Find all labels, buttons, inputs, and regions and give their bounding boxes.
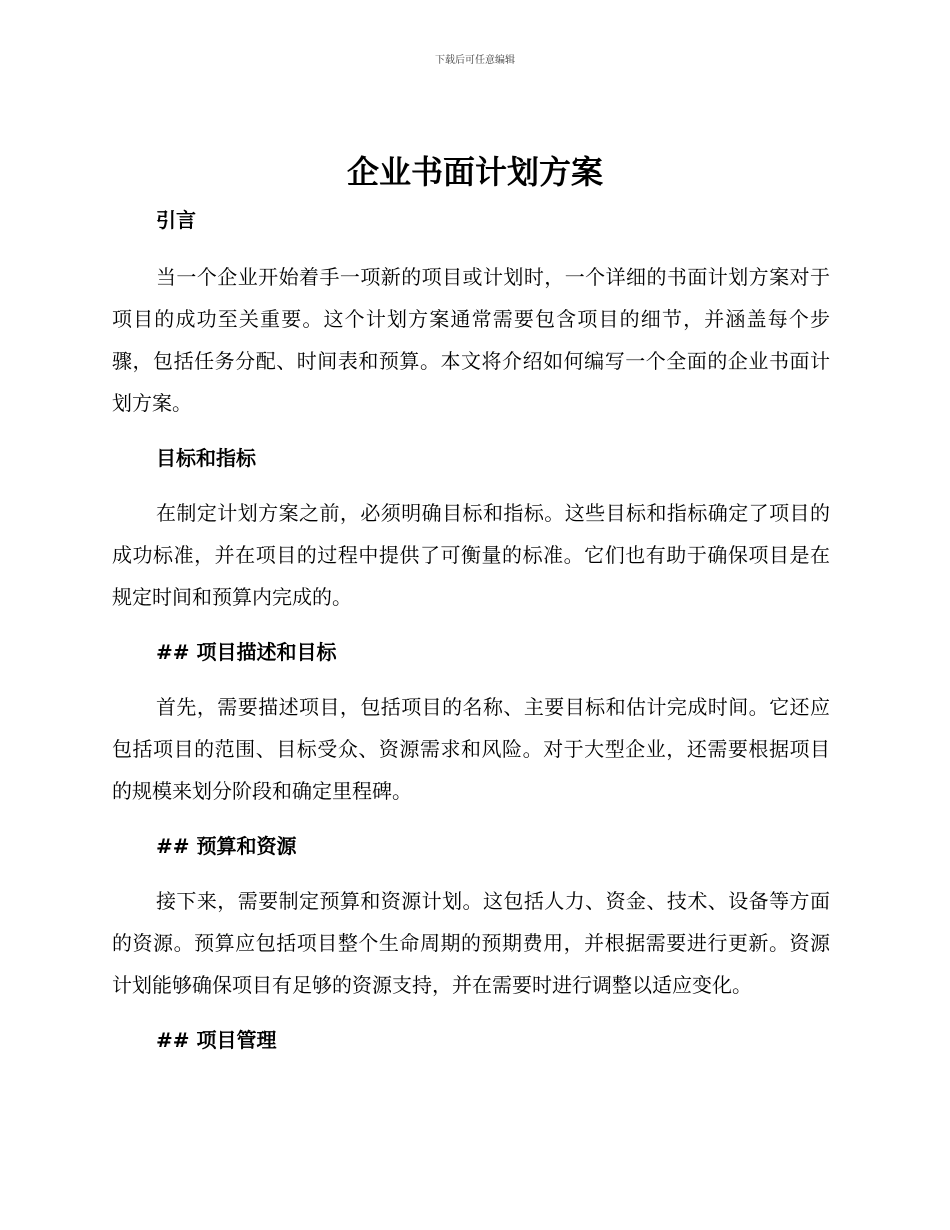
header-note: 下载后可任意编辑 — [435, 55, 515, 66]
document-body — [112, 200, 830, 1060]
section-heading-intro: 引言 — [156, 208, 196, 232]
paragraph-goals: 在制定计划方案之前，必须明确目标和指标。这些目标和指标确定了项目的成功标准，并在项目的过程中提供了可衡量的标准。它们也有助于确保项目是在规定时间和预算内完成的。 — [112, 501, 830, 609]
paragraph-budget: 接下来，需要制定预算和资源计划。这包括人力、资金、技术、设备等方面的资源。预算应包括项目整个生命周期的预期费用，并根据需要进行更新。资源计划能够确保项目有足够的资源支持，并在需要时进行调整以适应变化。 — [112, 889, 830, 997]
sub-heading-budget: ## 预算和资源 — [156, 834, 297, 858]
sub-heading-project-management: ## 项目管理 — [156, 1028, 277, 1052]
paragraph-intro: 当一个企业开始着手一项新的项目或计划时，一个详细的书面计划方案对于项目的成功至关重要。这个计划方案通常需要包含项目的细节，并涵盖每个步骤，包括任务分配、时间表和预算。本文将介绍如何编写一个全面的企业书面计划方案。 — [112, 265, 830, 415]
paragraph-project-description: 首先，需要描述项目，包括项目的名称、主要目标和估计完成时间。它还应包括项目的范围、目标受众、资源需求和风险。对于大型企业，还需要根据项目的规模来划分阶段和确定里程碑。 — [112, 695, 830, 803]
section-heading-goals: 目标和指标 — [156, 446, 256, 470]
document-title: 企业书面计划方案 — [346, 153, 603, 191]
sub-heading-project-description: ## 项目描述和目标 — [156, 640, 337, 664]
